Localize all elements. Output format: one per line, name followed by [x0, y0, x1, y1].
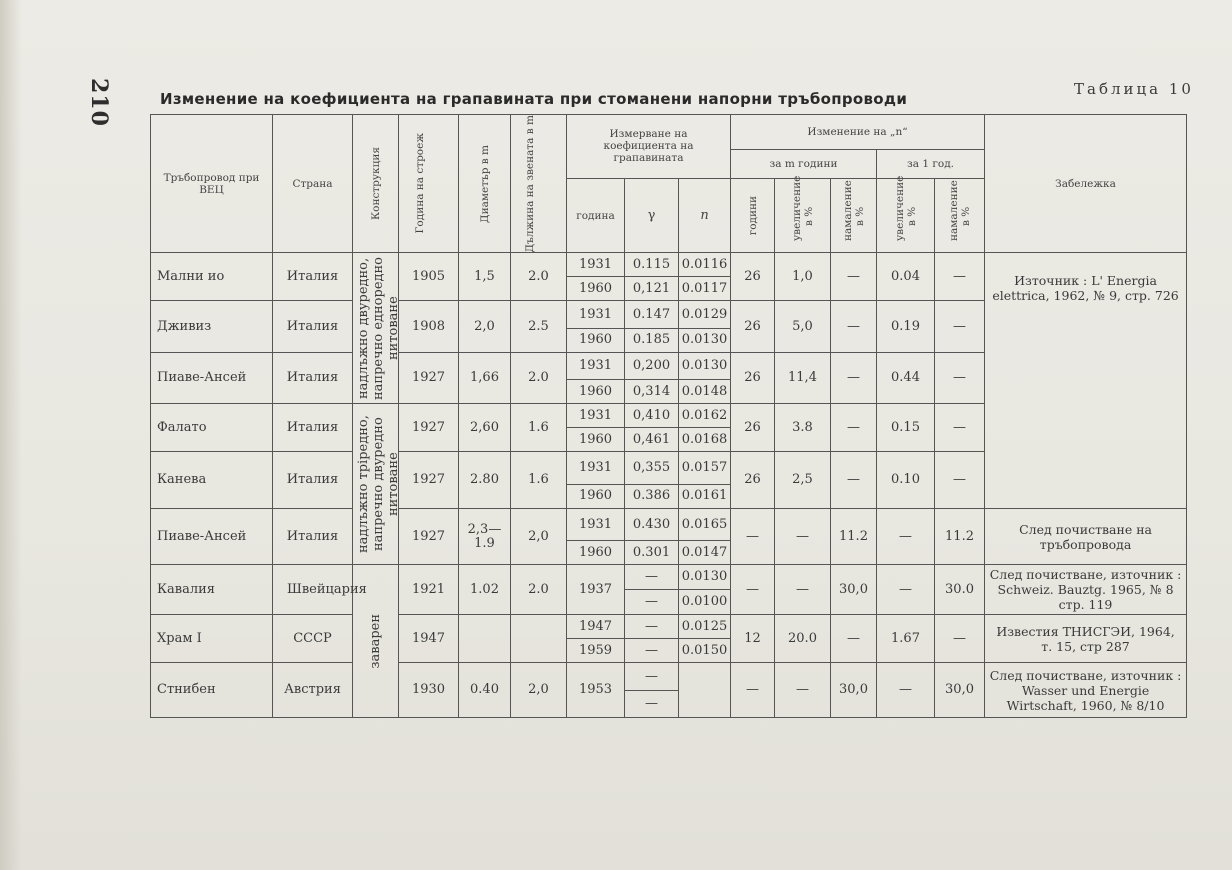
cell-remark-tnisgei: Известия ТНИСГЭИ, 1964, т. 15, стр 287 — [985, 615, 1187, 663]
cell-year: 1930 — [399, 663, 459, 718]
cell-decrease-per-year: — — [935, 253, 985, 301]
cell-gamma: — — [625, 690, 679, 718]
cell-gamma: 0.185 — [625, 328, 679, 352]
cell-year: 1927 — [399, 452, 459, 509]
cell-n: 0.0168 — [679, 428, 731, 452]
cell-diameter: 0.40 — [459, 663, 511, 718]
cell-meas-year: 1960 — [567, 541, 625, 565]
cell-pipeline: Мални ио — [151, 253, 273, 301]
cell-increase: 5,0 — [775, 301, 831, 353]
cell-pipeline: Пиаве-Ансей — [151, 352, 273, 404]
cell-decrease: 30,0 — [831, 663, 877, 718]
cell-gamma: 0.386 — [625, 484, 679, 508]
cell-country: Италия — [273, 352, 353, 404]
cell-gamma: 0.147 — [625, 301, 679, 329]
cell-increase: 3.8 — [775, 404, 831, 452]
cell-country: СССР — [273, 615, 353, 663]
header-country: Страна — [273, 115, 353, 253]
cell-gamma: 0,200 — [625, 352, 679, 380]
table-row — [151, 253, 1187, 277]
cell-years: 12 — [731, 615, 775, 663]
roughness-table — [150, 114, 1187, 718]
cell-gamma: 0,121 — [625, 277, 679, 301]
cell-country: Швейцария — [273, 565, 353, 615]
cell-meas-year: 1937 — [567, 565, 625, 615]
cell-years: — — [731, 565, 775, 615]
cell-length — [511, 615, 567, 663]
cell-diameter: 1,5 — [459, 253, 511, 301]
cell-years: 26 — [731, 404, 775, 452]
cell-decrease-per-year: 30,0 — [935, 663, 985, 718]
table-row — [151, 565, 1187, 590]
cell-diameter: 2,60 — [459, 404, 511, 452]
cell-year: 1905 — [399, 253, 459, 301]
cell-remark-source-1: Източник : L' Energia elettrica, 1962, № 9, стр. 726 — [985, 253, 1187, 509]
header-measurement: Измерване на коефициента на грапавината — [567, 115, 731, 179]
cell-decrease: — — [831, 253, 877, 301]
cell-gamma: 0,355 — [625, 452, 679, 485]
cell-country: Италия — [273, 301, 353, 353]
cell-length: 2.0 — [511, 352, 567, 404]
cell-diameter: 2,0 — [459, 301, 511, 353]
header-gamma: γ — [625, 178, 679, 253]
cell-increase: — — [775, 565, 831, 615]
cell-years: 26 — [731, 452, 775, 509]
cell-pipeline: Фалато — [151, 404, 273, 452]
cell-diameter — [459, 615, 511, 663]
cell-decrease-per-year: — — [935, 301, 985, 353]
cell-meas-year: 1931 — [567, 253, 625, 277]
cell-increase-per-year: — — [877, 565, 935, 615]
header-remark: Забележка — [985, 115, 1187, 253]
header-over-m-years: за m години — [731, 149, 877, 178]
cell-length: 2.0 — [511, 253, 567, 301]
cell-gamma: — — [625, 615, 679, 639]
cell-meas-year: 1960 — [567, 328, 625, 352]
cell-n: 0.0100 — [679, 590, 731, 615]
cell-meas-year: 1953 — [567, 663, 625, 718]
cell-decrease: — — [831, 615, 877, 663]
header-length: Дължина на звената в m — [511, 115, 567, 253]
cell-meas-year: 1947 — [567, 615, 625, 639]
cell-n: 0.0129 — [679, 301, 731, 329]
page-number: 210 — [86, 78, 112, 127]
cell-decrease-per-year: 30.0 — [935, 565, 985, 615]
cell-construction-group-1: надлъжно двуредно, напречно едноредно нитоване — [353, 253, 399, 404]
header-n: n — [679, 178, 731, 253]
cell-gamma: 0,314 — [625, 380, 679, 404]
cell-meas-year: 1931 — [567, 301, 625, 329]
cell-years: 26 — [731, 253, 775, 301]
cell-year: 1908 — [399, 301, 459, 353]
cell-year: 1927 — [399, 352, 459, 404]
header-years: години — [731, 178, 775, 253]
cell-pipeline: Дживиз — [151, 301, 273, 353]
cell-decrease-per-year: — — [935, 352, 985, 404]
cell-years: — — [731, 508, 775, 565]
cell-n: 0.0150 — [679, 639, 731, 663]
cell-remark-schweiz: След почистване, източник : Schweiz. Bauztg. 1965, № 8 стр. 119 — [985, 565, 1187, 615]
cell-gamma: 0,410 — [625, 404, 679, 428]
cell-n: 0.0116 — [679, 253, 731, 277]
header-increase: увеличение в % — [775, 178, 831, 253]
cell-increase-per-year: 0.19 — [877, 301, 935, 353]
cell-n — [679, 663, 731, 718]
cell-years: 26 — [731, 301, 775, 353]
header-increase-1: увеличение в % — [877, 178, 935, 253]
cell-increase-per-year: 0.10 — [877, 452, 935, 509]
header-year: Година на строеж — [399, 115, 459, 253]
cell-meas-year: 1960 — [567, 484, 625, 508]
header-change: Изменение на „n“ — [731, 115, 985, 150]
cell-increase-per-year: 1.67 — [877, 615, 935, 663]
cell-increase-per-year: 0.44 — [877, 352, 935, 404]
cell-decrease: — — [831, 452, 877, 509]
header-meas-year: година — [567, 178, 625, 253]
table-title: Изменение на коефициента на грапавината при стоманени напорни тръбопроводи — [160, 90, 908, 108]
header-pipeline: Тръбопровод при ВЕЦ — [151, 115, 273, 253]
cell-meas-year: 1931 — [567, 508, 625, 541]
cell-increase: — — [775, 663, 831, 718]
cell-pipeline: Кавалия — [151, 565, 273, 615]
cell-meas-year: 1960 — [567, 428, 625, 452]
cell-length: 2,0 — [511, 508, 567, 565]
cell-n: 0.0162 — [679, 404, 731, 428]
cell-length: 2.0 — [511, 565, 567, 615]
cell-remark-after-cleaning: След почистване на тръбопровода — [985, 508, 1187, 565]
cell-diameter: 1.02 — [459, 565, 511, 615]
cell-year: 1947 — [399, 615, 459, 663]
page-binding-shadow — [0, 0, 22, 870]
table-row — [151, 663, 1187, 691]
cell-decrease-per-year: — — [935, 615, 985, 663]
cell-country: Италия — [273, 452, 353, 509]
cell-gamma: — — [625, 663, 679, 691]
cell-year: 1921 — [399, 565, 459, 615]
cell-meas-year: 1931 — [567, 452, 625, 485]
cell-construction-group-2: надлъжно трiредно, напречно двуредно нитоване — [353, 404, 399, 565]
cell-increase: 1,0 — [775, 253, 831, 301]
cell-n: 0.0161 — [679, 484, 731, 508]
cell-length: 2.5 — [511, 301, 567, 353]
roughness-table-wrapper — [150, 114, 1186, 718]
cell-decrease-per-year: — — [935, 404, 985, 452]
cell-increase-per-year: 0.04 — [877, 253, 935, 301]
cell-decrease: — — [831, 301, 877, 353]
cell-pipeline: Храм I — [151, 615, 273, 663]
cell-n: 0.0157 — [679, 452, 731, 485]
cell-decrease: — — [831, 352, 877, 404]
cell-increase-per-year: — — [877, 663, 935, 718]
cell-increase: — — [775, 508, 831, 565]
cell-increase: 20.0 — [775, 615, 831, 663]
cell-years: — — [731, 663, 775, 718]
cell-n: 0.0130 — [679, 565, 731, 590]
cell-diameter: 1,66 — [459, 352, 511, 404]
cell-gamma: 0.430 — [625, 508, 679, 541]
cell-length: 1.6 — [511, 404, 567, 452]
cell-gamma: — — [625, 565, 679, 590]
cell-n: 0.0130 — [679, 328, 731, 352]
cell-construction-group-3: заварен — [353, 565, 399, 718]
cell-decrease-per-year: 11.2 — [935, 508, 985, 565]
table-row — [151, 615, 1187, 639]
cell-increase-per-year: 0.15 — [877, 404, 935, 452]
cell-increase: 2,5 — [775, 452, 831, 509]
header-decrease: намаление в % — [831, 178, 877, 253]
cell-meas-year: 1931 — [567, 404, 625, 428]
cell-diameter: 2.80 — [459, 452, 511, 509]
cell-pipeline: Стнибен — [151, 663, 273, 718]
cell-years: 26 — [731, 352, 775, 404]
cell-meas-year: 1960 — [567, 277, 625, 301]
cell-pipeline: Канева — [151, 452, 273, 509]
cell-n: 0.0148 — [679, 380, 731, 404]
header-per-year: за 1 год. — [877, 149, 985, 178]
cell-n: 0.0165 — [679, 508, 731, 541]
table-label: Таблица 10 — [1074, 80, 1194, 98]
cell-n: 0.0125 — [679, 615, 731, 639]
header-diameter: Диаметър в m — [459, 115, 511, 253]
cell-meas-year: 1959 — [567, 639, 625, 663]
cell-diameter: 2,3—1.9 — [459, 508, 511, 565]
cell-gamma: 0.301 — [625, 541, 679, 565]
cell-meas-year: 1931 — [567, 352, 625, 380]
cell-increase: 11,4 — [775, 352, 831, 404]
cell-decrease: — — [831, 404, 877, 452]
cell-country: Австрия — [273, 663, 353, 718]
header-construction: Конструкция — [353, 115, 399, 253]
cell-year: 1927 — [399, 404, 459, 452]
cell-gamma: — — [625, 639, 679, 663]
cell-country: Италия — [273, 508, 353, 565]
cell-length: 1.6 — [511, 452, 567, 509]
cell-n: 0.0117 — [679, 277, 731, 301]
cell-n: 0.0130 — [679, 352, 731, 380]
cell-meas-year: 1960 — [567, 380, 625, 404]
cell-country: Италия — [273, 404, 353, 452]
cell-decrease: 30,0 — [831, 565, 877, 615]
cell-gamma: 0,461 — [625, 428, 679, 452]
cell-country: Италия — [273, 253, 353, 301]
cell-increase-per-year: — — [877, 508, 935, 565]
cell-decrease: 11.2 — [831, 508, 877, 565]
cell-n: 0.0147 — [679, 541, 731, 565]
cell-remark-wasser: След почистване, източник : Wasser und Energie Wirtschaft, 1960, № 8/10 — [985, 663, 1187, 718]
cell-pipeline: Пиаве-Ансей — [151, 508, 273, 565]
cell-gamma: 0.115 — [625, 253, 679, 277]
cell-year: 1927 — [399, 508, 459, 565]
header-decrease-1: намаление в % — [935, 178, 985, 253]
cell-gamma: — — [625, 590, 679, 615]
cell-decrease-per-year: — — [935, 452, 985, 509]
table-row — [151, 508, 1187, 541]
cell-length: 2,0 — [511, 663, 567, 718]
